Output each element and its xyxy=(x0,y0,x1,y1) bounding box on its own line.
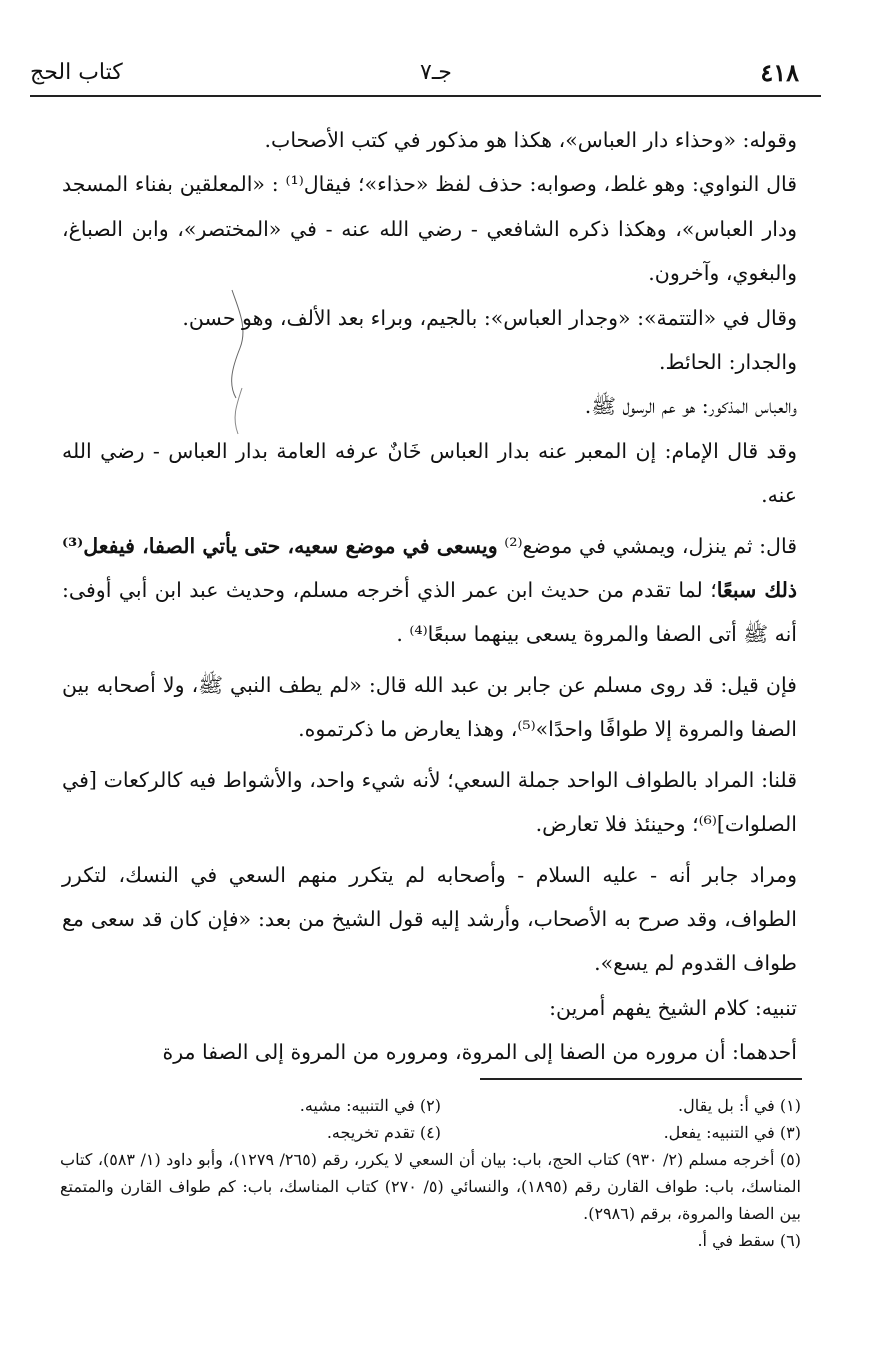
footnote: (٦) سقط في أ. xyxy=(697,1231,801,1250)
footnote: (٣) في التنبيه: يفعل. xyxy=(663,1123,801,1142)
matn-commentary: ؛ لما تقدم من حديث ابن عمر الذي أخرجه مسلم، وحديث عبد ابن أبي أوفى: أنه ﷺ أتى الصفا والمروة يسعى بينهما سبعًا⁽⁴⁾ . xyxy=(62,578,797,647)
matn-bold: ويسعى في موضع سعيه، حتى يأتي الصفا، فيفعل⁽³⁾ ذلك سبعًا xyxy=(62,533,797,603)
paragraph: قال النواوي: وهو غلط، وصوابه: حذف لفظ «حذاء»؛ فيقال⁽¹⁾ : «المعلقين بفناء المسجد ودار العباس»، وهكذا ذكره الشافعي - رضي الله عنه - في «المختصر»، وابن الصباغ، والبغوي، وآخرون. xyxy=(62,172,798,286)
footnote: (٥) أخرجه مسلم (٢/ ٩٣٠) كتاب الحج، باب: بيان أن السعي لا يكرر، رقم (٢٦٥/ ١٢٧٩)، وأبو داود (١/ ٥٨٣)، كتاب المناسك، باب: طواف القارن رقم (١٨٩٥)، والنسائي (٥/ ٢٧٠) كتاب المناسك، باب: كم طواف القارن والمتمتع بين الصفا والمروة، برقم (٢٩٨٦). xyxy=(60,1150,802,1223)
page-number: ٤١٨ xyxy=(760,58,799,87)
footnotes xyxy=(60,1092,801,1254)
paragraph: وقوله: «وحذاء دار العباس»، هكذا هو مذكور في كتب الأصحاب. xyxy=(264,128,797,152)
header-rule xyxy=(30,95,821,97)
paragraph: وقال في «التتمة»: «وجدار العباس»: بالجيم، وبراء بعد الألف، وهو حسن. xyxy=(182,305,797,330)
paragraph: وقد قال الإمام: إن المعبر عنه بدار العباس خَانٌ عرفه العامة بدار العباس - رضي الله عنه. xyxy=(62,438,797,508)
matn-paragraph xyxy=(62,524,797,657)
book-title: كتاب الحج xyxy=(30,60,123,85)
footnote: (٤) تقدم تخريجه. xyxy=(326,1123,441,1142)
paragraph: أحدهما: أن مروره من الصفا إلى المروة، ومروره من المروة إلى الصفا مرة xyxy=(162,1040,797,1065)
paragraph: والعباس المذكور: هو عم الرسول ﷺ. xyxy=(584,394,797,419)
paragraph: ومراد جابر أنه - عليه السلام - وأصحابه لم يتكرر منهم السعي في النسك، لتكرر الطواف، وقد صرح به الأصحاب، وأرشد إليه قول الشيخ من بعد: «فإن كان قد سعى مع طواف القدوم لم يسع». xyxy=(62,862,797,976)
footnote: (٢) في التنبيه: مشيه. xyxy=(299,1096,441,1115)
page-header xyxy=(30,58,799,98)
main-text xyxy=(62,118,797,1075)
paragraph: تنبيه: كلام الشيخ يفهم أمرين: xyxy=(549,995,797,1020)
footnote: (١) في أ: بل يقال. xyxy=(678,1096,801,1115)
volume-label: جـ٧ xyxy=(420,60,452,85)
paragraph: والجدار: الحائط. xyxy=(659,350,797,375)
paragraph: فإن قيل: قد روى مسلم عن جابر بن عبد الله قال: «لم يطف النبي ﷺ، ولا أصحابه بين الصفا والمروة إلا طوافًا واحدًا»⁽⁵⁾، وهذا يعارض ما ذكرتموه. xyxy=(62,672,797,742)
footnote-row xyxy=(60,1092,801,1119)
footnote-rule xyxy=(480,1078,802,1080)
paragraph: قلنا: المراد بالطواف الواحد جملة السعي؛ لأنه شيء واحد، والأشواط فيه كالركعات [في الصلوات]⁽⁶⁾؛ وحينئذ فلا تعارض. xyxy=(62,767,797,837)
footnote-row xyxy=(60,1119,801,1146)
matn-lead: قال: ثم ينزل، ويمشي في موضع⁽²⁾ xyxy=(497,533,798,558)
